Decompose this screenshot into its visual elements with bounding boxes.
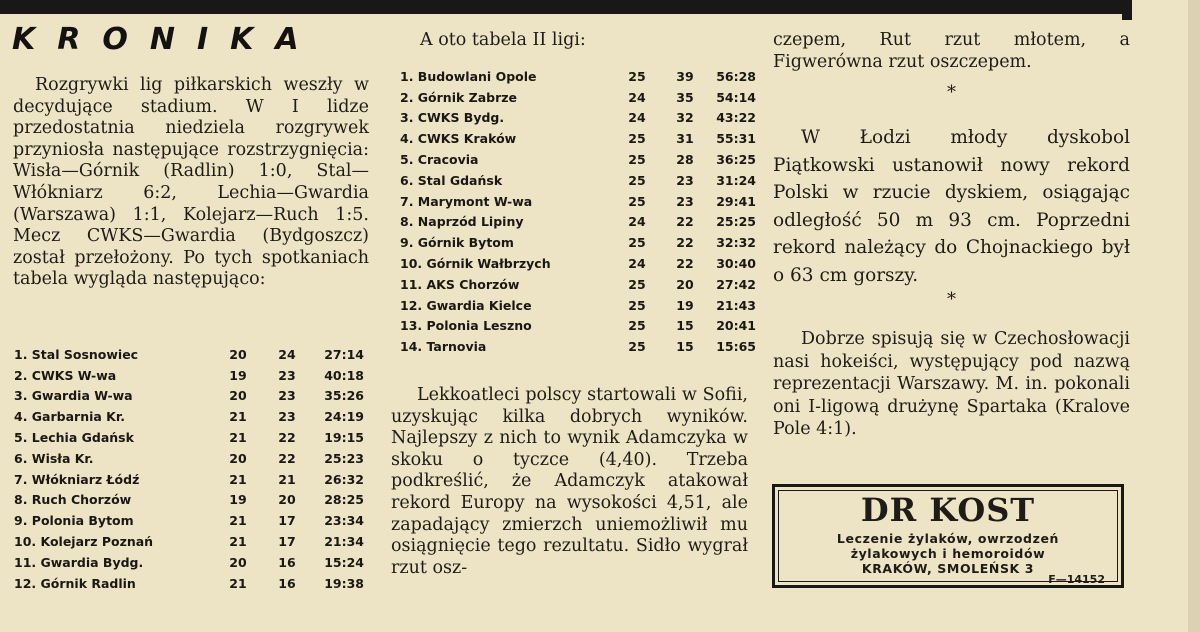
team-name: 3. CWKS Bydg.	[400, 110, 505, 126]
table-row	[14, 510, 364, 531]
goal-ratio: 24:19	[324, 409, 364, 425]
table-row	[400, 191, 756, 212]
goal-ratio: 27:42	[716, 276, 756, 292]
table-row	[14, 365, 364, 386]
points: 17	[278, 534, 296, 550]
table-row	[14, 427, 364, 448]
matches-played: 25	[628, 152, 646, 168]
matches-played: 24	[628, 256, 646, 272]
matches-played: 20	[229, 450, 247, 466]
table-row	[14, 448, 364, 469]
goal-ratio: 23:34	[324, 513, 364, 529]
table-row	[400, 66, 756, 87]
team-name: 11. AKS Chorzów	[400, 276, 520, 292]
team-name: 8. Ruch Chorzów	[14, 492, 132, 508]
advertisement-code: F—14152	[1048, 573, 1105, 586]
points: 23	[676, 172, 694, 188]
goal-ratio: 21:34	[324, 534, 364, 550]
advertisement-inner-frame	[778, 490, 1118, 586]
team-name: 9. Polonia Bytom	[14, 513, 134, 529]
team-name: 6. Wisła Kr.	[14, 450, 94, 466]
goal-ratio: 29:41	[716, 193, 756, 209]
table-row	[400, 108, 756, 129]
matches-played: 25	[628, 193, 646, 209]
athletics-report-continued: czepem, Rut rzut młotem, a Figwerówna rzut oszczepem.	[773, 30, 1130, 72]
matches-played: 21	[229, 575, 247, 591]
goal-ratio: 21:43	[716, 297, 756, 313]
points: 16	[278, 575, 296, 591]
advertisement-line-2: żylakowych i hemoroidów	[850, 546, 1046, 561]
goal-ratio: 15:65	[716, 339, 756, 355]
points: 17	[278, 513, 296, 529]
team-name: 7. Marymont W-wa	[400, 193, 533, 209]
team-name: 3. Gwardia W-wa	[14, 388, 133, 404]
table-row	[400, 87, 756, 108]
team-name: 9. Górnik Bytom	[400, 235, 514, 251]
team-name: 10. Górnik Wałbrzych	[400, 256, 551, 272]
matches-played: 24	[628, 110, 646, 126]
table-row	[400, 149, 756, 170]
matches-played: 25	[628, 276, 646, 292]
goal-ratio: 55:31	[716, 131, 756, 147]
points: 23	[278, 388, 296, 404]
top-rule-tick	[1122, 0, 1132, 20]
section-title: KRONIKA	[12, 22, 321, 57]
goal-ratio: 43:22	[716, 110, 756, 126]
team-name: 6. Stal Gdańsk	[400, 172, 503, 188]
team-name: 4. CWKS Kraków	[400, 131, 517, 147]
matches-played: 24	[628, 89, 646, 105]
points: 22	[278, 430, 296, 446]
matches-played: 20	[229, 554, 247, 570]
table-row	[14, 406, 364, 427]
hockey-report: Dobrze spisują się w Czechosłowacji nasi hokeiści, występujący pod nazwą reprezentacji Warszawy. M. in. pokonali oni I-ligową drużynę Spartaka (Kralove Pole 4:1).	[773, 329, 1130, 439]
points: 39	[676, 68, 694, 84]
matches-played: 25	[628, 297, 646, 313]
matches-played: 25	[628, 339, 646, 355]
points: 15	[676, 339, 694, 355]
points: 22	[278, 450, 296, 466]
table-row	[400, 170, 756, 191]
table-row	[400, 295, 756, 316]
team-name: 12. Górnik Radlin	[14, 575, 136, 591]
matches-played: 25	[628, 131, 646, 147]
table-row	[400, 274, 756, 295]
table-row	[400, 316, 756, 337]
points: 16	[278, 554, 296, 570]
matches-played: 19	[229, 492, 247, 508]
points: 28	[676, 152, 694, 168]
matches-played: 25	[628, 68, 646, 84]
league-1-table	[14, 344, 364, 594]
matches-played: 20	[229, 388, 247, 404]
league-1-report: Rozgrywki lig piłkarskich weszły w decydujące stadium. W I lidze przedostatnia niedziela rozgrywek przyniosła następujące rozstrzygnięcia: Wisła—Górnik (Radlin) 1:0, Stal—Włókniarz 6:2, Lechia—Gwardia (Warszawa) 1:1, Kolejarz—Ruch 1:5. Mecz CWKS—Gwardia (Bydgoszcz) został przełożony. Po tych spotkaniach tabela wygląda następująco:	[13, 75, 369, 290]
team-name: 7. Włókniarz Łódź	[14, 471, 140, 487]
team-name: 1. Budowlani Opole	[400, 68, 537, 84]
table-row	[14, 344, 364, 365]
advertisement-box	[772, 484, 1124, 588]
team-name: 14. Tarnovia	[400, 339, 487, 355]
points: 20	[278, 492, 296, 508]
table-row	[400, 336, 756, 357]
league-2-intro: A oto tabela II ligi:	[420, 30, 586, 50]
matches-played: 20	[229, 346, 247, 362]
matches-played: 19	[229, 367, 247, 383]
athletics-report: Lekkoatleci polscy startowali w Sofii, uzyskując kilka dobrych wyników. Najlepszy z nich to wynik Adamczyka w skoku o tyczce (4,40). Trzeba podkreślić, że Adamczyk atakował rekord Europy na wysokości 4,51, ale zapadający zmierzch uniemożliwił mu osiągnięcie tego rezultatu. Sidło wygrał rzut osz-	[391, 385, 748, 578]
table-row	[14, 386, 364, 407]
matches-played: 25	[628, 318, 646, 334]
league-2-table	[400, 66, 756, 357]
matches-played: 21	[229, 430, 247, 446]
goal-ratio: 19:38	[324, 575, 364, 591]
matches-played: 21	[229, 409, 247, 425]
table-row	[14, 552, 364, 573]
goal-ratio: 25:25	[716, 214, 756, 230]
goal-ratio: 40:18	[324, 367, 364, 383]
goal-ratio: 54:14	[716, 89, 756, 105]
goal-ratio: 26:32	[324, 471, 364, 487]
goal-ratio: 31:24	[716, 172, 756, 188]
points: 35	[676, 89, 694, 105]
goal-ratio: 15:24	[324, 554, 364, 570]
separator-asterisk: *	[947, 82, 956, 103]
table-row	[14, 490, 364, 511]
table-row	[400, 128, 756, 149]
advertisement-title: DR KOST	[860, 491, 1036, 529]
column-3-hockey-article	[773, 328, 1130, 441]
points: 23	[278, 409, 296, 425]
team-name: 4. Garbarnia Kr.	[14, 409, 125, 425]
table-row	[14, 531, 364, 552]
column-2-article	[391, 385, 748, 579]
team-name: 11. Gwardia Bydg.	[14, 554, 144, 570]
team-name: 1. Stal Sosnowiec	[14, 346, 139, 362]
team-name: 5. Cracovia	[400, 152, 479, 168]
points: 15	[676, 318, 694, 334]
points: 22	[676, 235, 694, 251]
matches-played: 21	[229, 534, 247, 550]
table-row	[14, 469, 364, 490]
team-name: 2. Górnik Zabrze	[400, 89, 518, 105]
points: 23	[278, 367, 296, 383]
goal-ratio: 25:23	[324, 450, 364, 466]
goal-ratio: 27:14	[324, 346, 364, 362]
matches-played: 21	[229, 471, 247, 487]
matches-played: 21	[229, 513, 247, 529]
points: 20	[676, 276, 694, 292]
team-name: 10. Kolejarz Poznań	[14, 534, 154, 550]
table-row	[400, 232, 756, 253]
points: 24	[278, 346, 296, 362]
points: 22	[676, 256, 694, 272]
points: 19	[676, 297, 694, 313]
goal-ratio: 56:28	[716, 68, 756, 84]
separator-asterisk: *	[947, 289, 956, 310]
column-1-article	[13, 75, 369, 291]
points: 23	[676, 193, 694, 209]
discus-record-report: W Łodzi młody dyskobol Piątkowski ustanowił nowy rekord Polski w rzucie dyskiem, osiągając odległość 50 m 93 cm. Poprzedni rekord należący do Chojnackiego był o 63 cm gorszy.	[773, 127, 1130, 286]
column-3-article-continued	[773, 30, 1130, 73]
top-rule	[0, 0, 1132, 14]
goal-ratio: 20:41	[716, 318, 756, 334]
points: 21	[278, 471, 296, 487]
goal-ratio: 32:32	[716, 235, 756, 251]
table-row	[14, 573, 364, 594]
matches-played: 25	[628, 172, 646, 188]
goal-ratio: 19:15	[324, 430, 364, 446]
team-name: 8. Naprzód Lipiny	[400, 214, 524, 230]
team-name: 5. Lechia Gdańsk	[14, 430, 134, 446]
page-edge	[1188, 0, 1200, 632]
points: 32	[676, 110, 694, 126]
goal-ratio: 30:40	[716, 256, 756, 272]
goal-ratio: 35:26	[324, 388, 364, 404]
advertisement-line-1: Leczenie żylaków, owrzodzeń	[836, 531, 1060, 546]
matches-played: 24	[628, 214, 646, 230]
team-name: 13. Polonia Leszno	[400, 318, 532, 334]
team-name: 12. Gwardia Kielce	[400, 297, 532, 313]
goal-ratio: 36:25	[716, 152, 756, 168]
matches-played: 25	[628, 235, 646, 251]
points: 31	[676, 131, 694, 147]
column-3-discus-article	[773, 124, 1130, 289]
table-row	[400, 212, 756, 233]
goal-ratio: 28:25	[324, 492, 364, 508]
team-name: 2. CWKS W-wa	[14, 367, 117, 383]
points: 22	[676, 214, 694, 230]
advertisement-address: KRAKÓW, SMOLEŃSK 3	[861, 561, 1035, 576]
table-row	[400, 253, 756, 274]
